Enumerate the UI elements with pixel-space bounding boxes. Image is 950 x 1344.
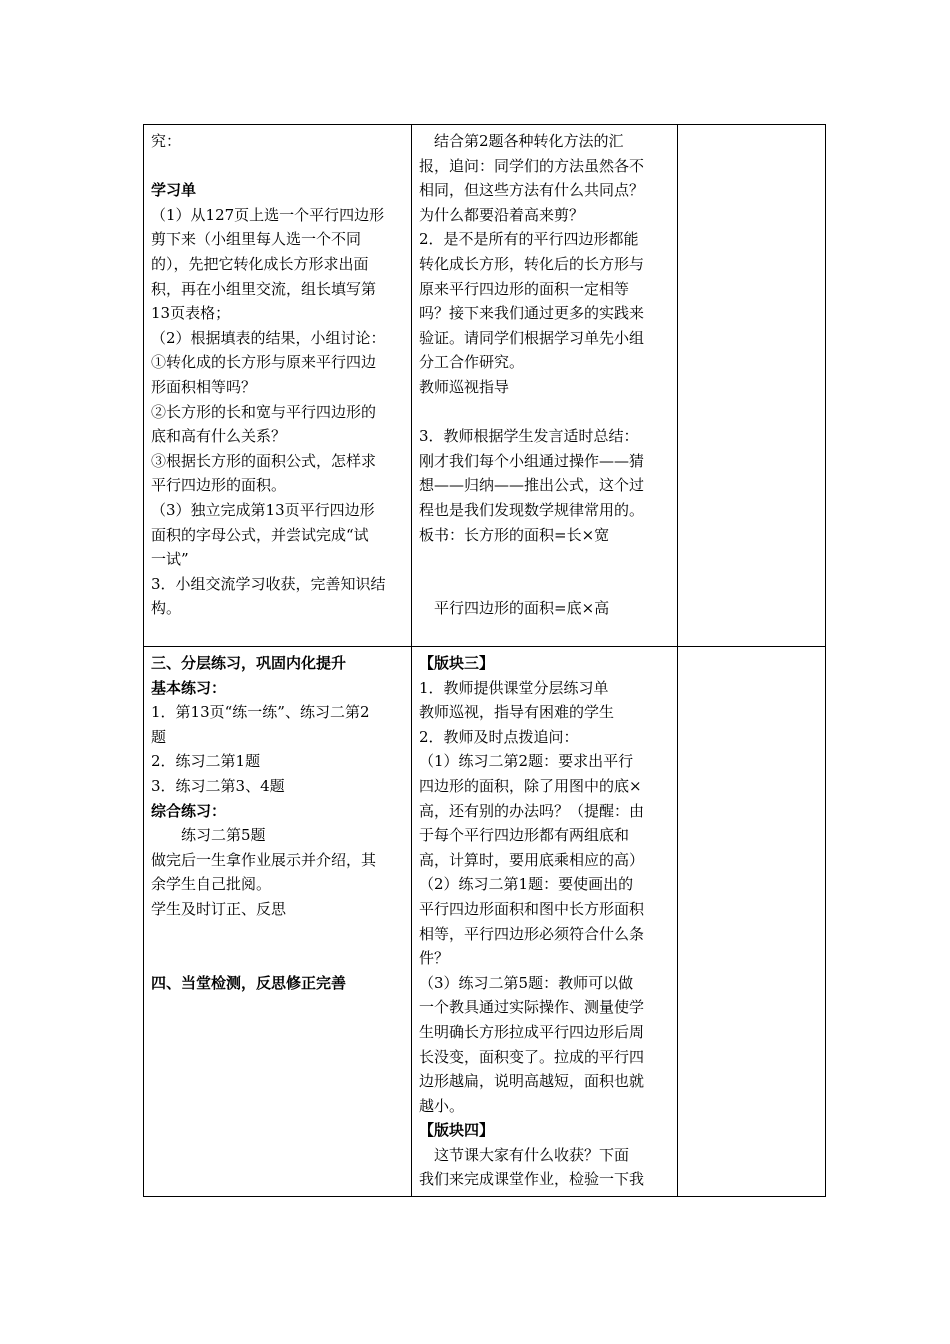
section-heading: 四、当堂检测，反思修正完善 <box>151 973 347 992</box>
text-line: ②长方形的长和宽与平行四边形的 <box>151 402 377 421</box>
text-line: （3）练习二第5题：教师可以做 <box>419 973 634 992</box>
text-line: 题 <box>151 727 167 746</box>
teacher-activity-cell <box>412 647 678 1197</box>
text-line: 转化成长方形，转化后的长方形与 <box>419 254 645 273</box>
text-line: 一试” <box>151 550 189 569</box>
text-line: 高，还有别的办法吗？（提醒：由 <box>419 801 645 820</box>
text-line: 的），先把它转化成长方形求出面 <box>151 254 369 273</box>
text-line: 平行四边形的面积。 <box>151 476 287 495</box>
blank-line <box>419 572 671 597</box>
text-line: 相同，但这些方法有什么共同点？ <box>419 181 645 200</box>
text-line: 2．是不是所有的平行四边形都能 <box>419 230 639 249</box>
text-line: 相等，平行四边形必须符合什么条 <box>419 924 645 943</box>
section-heading: 基本练习： <box>151 678 227 697</box>
section-heading: 综合练习： <box>151 801 227 820</box>
student-activity-cell <box>144 125 412 647</box>
text-line: 3．练习二第3、4题 <box>151 776 285 795</box>
text-line: 2．教师及时点拨追问： <box>419 727 579 746</box>
text-line: 程也是我们发现数学规律常用的。 <box>419 500 645 519</box>
text-line: 2．练习二第1题 <box>151 752 261 771</box>
text-line: 形面积相等吗？ <box>151 377 257 396</box>
text-line: 做完后一生拿作业展示并介绍，其 <box>151 850 377 869</box>
text-line: 究： <box>151 132 182 150</box>
blank-line <box>419 547 671 572</box>
text-line: 教师巡视，指导有困难的学生 <box>419 703 615 722</box>
text-line: 分工合作研究。 <box>419 353 525 372</box>
text-line: 1．教师提供课堂分层练习单 <box>419 678 609 697</box>
text-line: 教师巡视指导 <box>419 377 510 396</box>
text-line: 件？ <box>419 949 450 968</box>
text-line: （2）根据填表的结果，小组讨论： <box>151 328 386 347</box>
text-line: 平行四边形面积和图中长方形面积 <box>419 899 645 918</box>
text-line: （1）从127页上选一个平行四边形 <box>151 205 385 224</box>
text-line: ③根据长方形的面积公式，怎样求 <box>151 451 377 470</box>
table-row <box>144 647 826 1197</box>
text-line: （1）练习二第2题：要求出平行 <box>419 752 634 771</box>
section-heading: 三、分层练习，巩固内化提升 <box>151 654 347 672</box>
text-line: 想——归纳——推出公式，这个过 <box>419 476 645 495</box>
text-line: 边形越扁，说明高越短，面积也就 <box>419 1072 645 1091</box>
lesson-plan-table <box>143 124 826 1197</box>
blank-line <box>151 154 405 179</box>
text-line: 学生及时订正、反思 <box>151 899 287 918</box>
text-line: 余学生自己批阅。 <box>151 875 272 894</box>
teacher-activity-cell <box>412 125 678 647</box>
text-line: （3）独立完成第13页平行四边形 <box>151 500 375 519</box>
text-line: 越小。 <box>419 1096 465 1115</box>
text-line: 练习二第5题 <box>151 826 266 845</box>
text-line: 高，计算时，要用底乘相应的高） <box>419 850 645 869</box>
text-line: 我们来完成课堂作业，检验一下我 <box>419 1170 645 1189</box>
text-line: 吗？接下来我们通过更多的实践来 <box>419 304 645 323</box>
text-line: 为什么都要沿着高来剪？ <box>419 205 585 224</box>
notes-cell <box>678 125 826 647</box>
text-line: 原来平行四边形的面积一定相等 <box>419 279 630 298</box>
student-activity-cell <box>144 647 412 1197</box>
text-line: 13页表格； <box>151 304 231 323</box>
text-line: 一个教具通过实际操作、测量使学 <box>419 998 645 1017</box>
text-line: 构。 <box>151 599 182 618</box>
text-line: 四边形的面积，除了用图中的底× <box>419 776 642 795</box>
text-line: 长没变，面积变了。拉成的平行四 <box>419 1047 645 1066</box>
text-line: 这节课大家有什么收获？下面 <box>419 1145 630 1164</box>
text-line: 剪下来（小组里每人选一个不同 <box>151 230 362 249</box>
text-line: 平行四边形的面积=底×高 <box>419 599 610 618</box>
text-line: 3．小组交流学习收获，完善知识结 <box>151 574 386 593</box>
blank-line <box>419 400 671 425</box>
table-row <box>144 125 826 647</box>
text-line: 报，追问：同学们的方法虽然各不 <box>419 156 645 175</box>
blank-line <box>151 922 405 947</box>
notes-cell <box>678 647 826 1197</box>
blank-line <box>151 946 405 971</box>
text-line: 生明确长方形拉成平行四边形后周 <box>419 1022 645 1041</box>
text-line: 刚才我们每个小组通过操作——猜 <box>419 451 645 470</box>
text-line: 结合第2题各种转化方法的汇 <box>419 132 624 150</box>
text-line: ①转化成的长方形与原来平行四边 <box>151 353 377 372</box>
section-heading: 【版块三】 <box>419 654 495 672</box>
text-line: 验证。请同学们根据学习单先小组 <box>419 328 645 347</box>
text-line: 面积的字母公式，并尝试完成“试 <box>151 525 369 544</box>
text-line: 底和高有什么关系？ <box>151 427 287 446</box>
text-line: 于每个平行四边形都有两组底和 <box>419 826 630 845</box>
text-line: 3．教师根据学生发言适时总结： <box>419 427 639 446</box>
section-heading: 【版块四】 <box>419 1121 495 1140</box>
text-line: 积，再在小组里交流，组长填写第 <box>151 279 377 298</box>
text-line: （2）练习二第1题：要使画出的 <box>419 875 634 894</box>
text-line: 1．第13页“练一练”、练习二第2 <box>151 703 370 722</box>
text-line: 板书：长方形的面积=长×宽 <box>419 525 610 544</box>
section-heading: 学习单 <box>151 181 197 200</box>
